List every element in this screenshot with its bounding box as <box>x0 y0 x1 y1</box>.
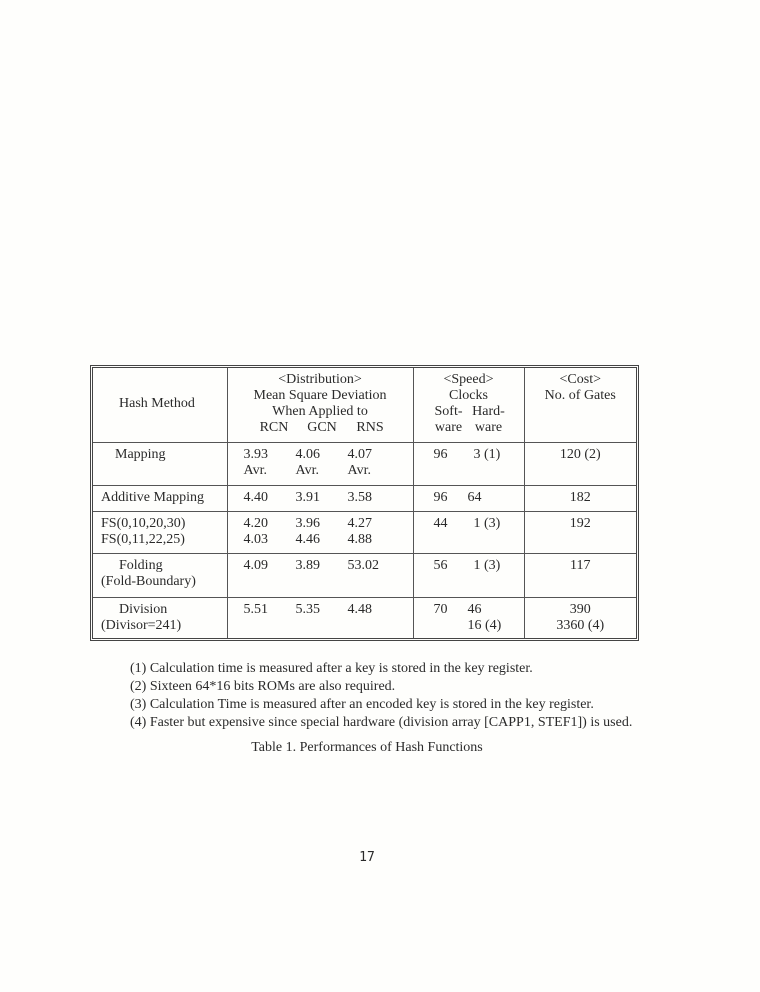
method-text: Mapping <box>115 446 166 462</box>
dist-value: 4.09 <box>243 557 268 573</box>
cost-value: 3360 (4) <box>556 617 605 633</box>
cost-value: 120 (2) <box>559 446 601 462</box>
dist-value: 5.35 <box>295 601 320 617</box>
cost-value: 117 <box>570 557 591 573</box>
hardware-clocks: 16 (4) <box>467 617 502 633</box>
cell-cost <box>524 511 636 553</box>
header-cost <box>524 368 636 442</box>
header-hardware: ware <box>474 420 503 435</box>
header-text: Clocks <box>449 388 488 403</box>
cell-cost <box>524 442 636 485</box>
cell-cost <box>524 553 636 597</box>
header-software: Soft- <box>434 404 463 419</box>
cell-distribution <box>227 553 413 597</box>
header-text: <Distribution> <box>278 372 362 387</box>
cell-cost <box>524 597 636 638</box>
header-text: No. of Gates <box>544 388 616 403</box>
cell-speed <box>413 597 524 638</box>
header-text: Hash Method <box>119 396 195 411</box>
header-hardware: Hard- <box>472 404 505 419</box>
dist-value: 3.58 <box>347 489 372 505</box>
table-header-row <box>93 368 636 442</box>
header-gcn: GCN <box>307 420 337 435</box>
hardware-clocks: 1 (3) <box>473 515 501 531</box>
method-text: (Divisor=241) <box>101 617 182 633</box>
cell-distribution <box>227 511 413 553</box>
cell-speed <box>413 511 524 553</box>
header-rcn: RCN <box>259 420 289 435</box>
cell-method <box>93 442 227 485</box>
header-text: When Applied to <box>272 404 368 419</box>
cell-speed <box>413 553 524 597</box>
dist-value: 4.88 <box>347 531 372 547</box>
cell-method <box>93 511 227 553</box>
header-text: <Cost> <box>559 372 601 387</box>
dist-value: 4.06 <box>295 446 320 462</box>
cell-distribution <box>227 597 413 638</box>
header-speed <box>413 368 524 442</box>
cell-method <box>93 485 227 511</box>
cell-method <box>93 597 227 638</box>
footnote: (1) Calculation time is measured after a key is stored in the key register. <box>130 661 533 676</box>
dist-value: Avr. <box>295 462 319 478</box>
header-text: <Speed> <box>443 372 494 387</box>
header-distribution <box>227 368 413 442</box>
cell-distribution <box>227 485 413 511</box>
cost-value: 192 <box>569 515 591 531</box>
software-clocks: 44 <box>433 515 448 531</box>
cell-cost <box>524 485 636 511</box>
footnote: (4) Faster but expensive since special hardware (division array [CAPP1, STEF1]) is used. <box>130 715 633 730</box>
header-rns: RNS <box>356 420 384 435</box>
software-clocks: 96 <box>433 489 448 505</box>
method-text: FS(0,10,20,30) <box>101 515 186 531</box>
table-caption: Table 1. Performances of Hash Functions <box>251 740 483 755</box>
table-row <box>93 442 636 485</box>
table-row <box>93 597 636 638</box>
cell-speed <box>413 485 524 511</box>
method-text: FS(0,11,22,25) <box>101 531 185 547</box>
dist-value: 3.93 <box>243 446 268 462</box>
dist-value: 4.20 <box>243 515 268 531</box>
dist-value: Avr. <box>243 462 267 478</box>
hash-performance-table <box>90 365 639 641</box>
table-row <box>93 553 636 597</box>
cell-speed <box>413 442 524 485</box>
footnote: (3) Calculation Time is measured after an encoded key is stored in the key register. <box>130 697 594 712</box>
hardware-clocks: 1 (3) <box>473 557 501 573</box>
hardware-clocks: 64 <box>467 489 482 505</box>
dist-value: 4.07 <box>347 446 372 462</box>
dist-value: 4.27 <box>347 515 372 531</box>
software-clocks: 96 <box>433 446 448 462</box>
hardware-clocks: 46 <box>467 601 482 617</box>
method-text: (Fold-Boundary) <box>101 573 196 589</box>
method-text: Folding <box>119 557 163 573</box>
footnote: (2) Sixteen 64*16 bits ROMs are also required. <box>130 679 396 694</box>
dist-value: 5.51 <box>243 601 268 617</box>
dist-value: 4.46 <box>295 531 320 547</box>
dist-value: 3.89 <box>295 557 320 573</box>
software-clocks: 70 <box>433 601 448 617</box>
cell-method <box>93 553 227 597</box>
hardware-clocks: 3 (1) <box>473 446 501 462</box>
page-number: 17 <box>359 850 375 865</box>
method-text: Division <box>119 601 168 617</box>
dist-value: 4.48 <box>347 601 372 617</box>
cost-value: 182 <box>569 489 591 505</box>
dist-value: 3.91 <box>295 489 320 505</box>
dist-value: 53.02 <box>347 557 379 573</box>
cell-distribution <box>227 442 413 485</box>
software-clocks: 56 <box>433 557 448 573</box>
header-text: Mean Square Deviation <box>253 388 387 403</box>
dist-value: 4.40 <box>243 489 268 505</box>
method-text: Additive Mapping <box>101 489 205 505</box>
dist-value: Avr. <box>347 462 371 478</box>
dist-value: 4.03 <box>243 531 268 547</box>
dist-value: 3.96 <box>295 515 320 531</box>
header-software: ware <box>434 420 463 435</box>
table-row <box>93 511 636 553</box>
table-row <box>93 485 636 511</box>
header-hash-method <box>93 368 227 442</box>
cost-value: 390 <box>569 601 591 617</box>
footnotes <box>130 660 632 732</box>
